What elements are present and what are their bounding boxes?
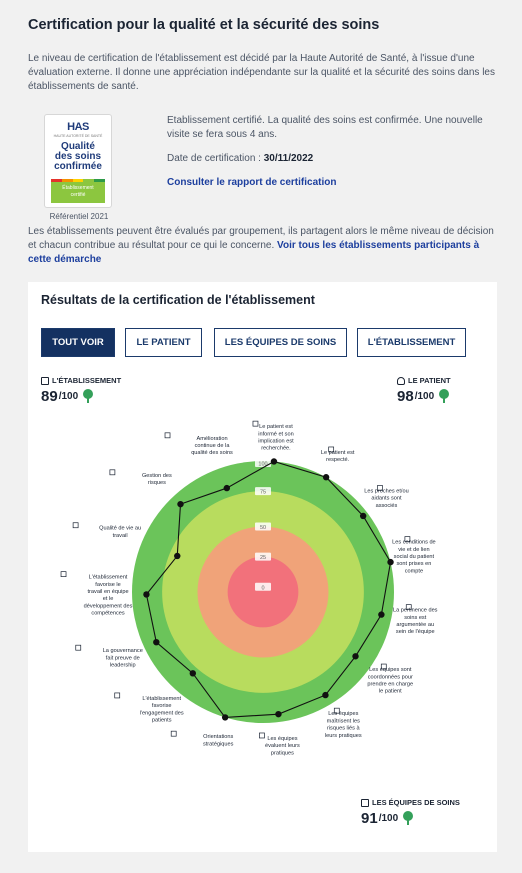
badge-line-3: confirmée: [54, 161, 102, 172]
certification-badge: [44, 114, 112, 208]
axis-label: qualité des soins: [191, 450, 233, 457]
axis-label: argumentée au: [396, 622, 435, 629]
axis-label: travail: [112, 532, 128, 539]
has-logo: HAS: [67, 121, 89, 133]
building-icon: [171, 731, 176, 736]
axis-label: leadership: [109, 662, 136, 669]
axis-label: risques: [147, 480, 166, 487]
axis-label: leurs pratiques: [324, 732, 362, 739]
score-point: [153, 639, 159, 645]
axis-label: coordonnées pour: [367, 674, 413, 681]
green-pin-icon: [439, 389, 449, 399]
score-point: [222, 714, 228, 720]
certification-date-value: 30/11/2022: [263, 153, 314, 164]
certification-status: Etablissement certifié. La qualité des soins est confirmée. Une nouvelle visite se fera sous 4 ans.: [167, 115, 483, 140]
building-icon: [115, 693, 120, 698]
score-point: [323, 474, 329, 480]
score-patient: LE PATIENT 98 /100: [397, 376, 451, 405]
building-icon: [61, 572, 66, 577]
scale-label: 25: [259, 555, 267, 562]
axis-label: favorise: [151, 703, 172, 710]
badge-line-2: des soins: [54, 151, 102, 162]
axis-label: implication est: [258, 438, 294, 445]
axis-label: sein de l'équipe: [395, 629, 435, 636]
zone-25: [228, 557, 299, 628]
axis-label: Qualité de vie au: [99, 525, 142, 532]
score-equipes: LES ÉQUIPES DE SOINS 91 /100: [361, 798, 460, 827]
score-point: [224, 485, 230, 491]
axis-label: le patient: [378, 688, 402, 695]
axis-label: recherchée.: [261, 445, 291, 452]
tab-tout-voir[interactable]: TOUT VOIR: [41, 328, 115, 357]
axis-label: Les équipes: [328, 711, 359, 718]
tab-etablissement[interactable]: L'ÉTABLISSEMENT: [357, 328, 466, 357]
participants-link[interactable]: Voir tous les établissements participants à cette démarche: [28, 240, 480, 265]
case-icon: [259, 733, 264, 738]
axis-label: compte: [404, 568, 424, 575]
axis-label: associés: [375, 502, 398, 509]
axis-label: sont prises en: [396, 561, 432, 568]
axis-label: Les équipes sont: [369, 667, 412, 674]
axis-label: l'engagement des: [139, 710, 184, 717]
badge-line-1: Qualité: [61, 141, 95, 152]
axis-label: patients: [151, 717, 172, 724]
axis-label: et le: [102, 596, 114, 603]
radar-chart: [28, 400, 497, 850]
axis-label: fait preuve de: [105, 655, 140, 662]
person-icon: [253, 421, 258, 426]
axis-label: Le patient est: [259, 424, 293, 431]
axis-label: Gestion des: [141, 472, 172, 479]
axis-label: stratégiques: [202, 741, 234, 748]
axis-label: développement des: [83, 603, 133, 610]
axis-label: aidants sont: [371, 495, 402, 502]
axis-label: La gouvernance: [102, 648, 143, 655]
axis-label: prendre en charge: [367, 681, 414, 688]
score-point: [352, 653, 358, 659]
axis-label: social du patient: [393, 554, 435, 561]
person-icon: [397, 377, 405, 385]
score-point: [360, 513, 366, 519]
results-title: Résultats de la certification de l'établissement: [41, 293, 315, 307]
axis-label: L'établissement: [88, 574, 128, 581]
axis-label: favorise le: [95, 581, 121, 588]
axis-label: Les proches et/ou: [364, 488, 409, 495]
certification-date: Date de certification : 30/11/2022: [167, 153, 314, 164]
axis-label: Orientations: [203, 734, 234, 741]
report-link[interactable]: Consulter le rapport de certification: [167, 177, 337, 188]
score-point: [378, 611, 384, 617]
axis-label: pratiques: [270, 750, 294, 757]
axis-label: Les équipes: [267, 735, 298, 742]
building-icon: [76, 645, 81, 650]
axis-label: Le patient est: [320, 449, 355, 456]
score-point: [322, 692, 328, 698]
axis-label: risques liés à: [326, 725, 360, 732]
axis-label: maîtrisent les: [326, 718, 360, 725]
building-icon: [73, 523, 78, 528]
has-logo-subtitle: HAUTE AUTORITÉ DE SANTÉ: [53, 134, 103, 138]
score-point: [271, 458, 277, 464]
axis-label: L'établissement: [142, 695, 182, 702]
axis-label: soins est: [404, 614, 427, 621]
score-etablissement: L'ÉTABLISSEMENT 89 /100: [41, 376, 122, 405]
scale-label: 0: [261, 585, 265, 592]
building-icon: [41, 377, 49, 385]
score-point: [177, 501, 183, 507]
score-point: [143, 591, 149, 597]
axis-label: vie et de lien: [398, 546, 430, 553]
axis-label: respecté.: [326, 457, 350, 464]
grouping-text: Les établissements peuvent être évalués par groupement, ils partagent alors le même niveau de décision et chacun contribue au résultat pour ce qui le concerne. Voir tous les établissements participants à cette démarche: [28, 226, 494, 265]
tab-equipes-de-soins[interactable]: LES ÉQUIPES DE SOINS: [214, 328, 347, 357]
axis-label: continue de la: [194, 443, 230, 450]
referentiel-label: Référentiel 2021: [49, 212, 109, 221]
intro-text: Le niveau de certification de l'établissement est décidé par la Haute Autorité de Santé, à l'issue d'une évaluation externe. Il donne une appréciation indépendante sur la qualité et la sécurité des soins dans les établissements de santé.: [28, 53, 495, 92]
results-card: [28, 282, 497, 852]
building-icon: [165, 433, 170, 438]
scale-label: 75: [259, 489, 267, 496]
score-point: [190, 670, 196, 676]
building-icon: [110, 470, 115, 475]
scale-label: 100: [258, 461, 268, 468]
axis-label: Amélioration: [196, 435, 228, 442]
scale-label: 50: [259, 525, 267, 531]
axis-label: La pertinence des: [393, 607, 438, 614]
axis-label: travail en équipe: [87, 589, 129, 596]
score-point: [174, 553, 180, 559]
page-title: Certification pour la qualité et la sécurité des soins: [28, 17, 380, 33]
score-point: [275, 711, 281, 717]
green-pin-icon: [83, 389, 93, 399]
axis-label: compétences: [91, 610, 125, 617]
axis-label: Les conditions de: [392, 539, 436, 546]
axis-label: informé et son: [258, 431, 294, 438]
axis-label: évaluent leurs: [265, 743, 300, 750]
badge-title: [45, 142, 111, 172]
tab-le-patient[interactable]: LE PATIENT: [125, 328, 202, 357]
badge-footer: Établissement certifié: [51, 182, 105, 203]
